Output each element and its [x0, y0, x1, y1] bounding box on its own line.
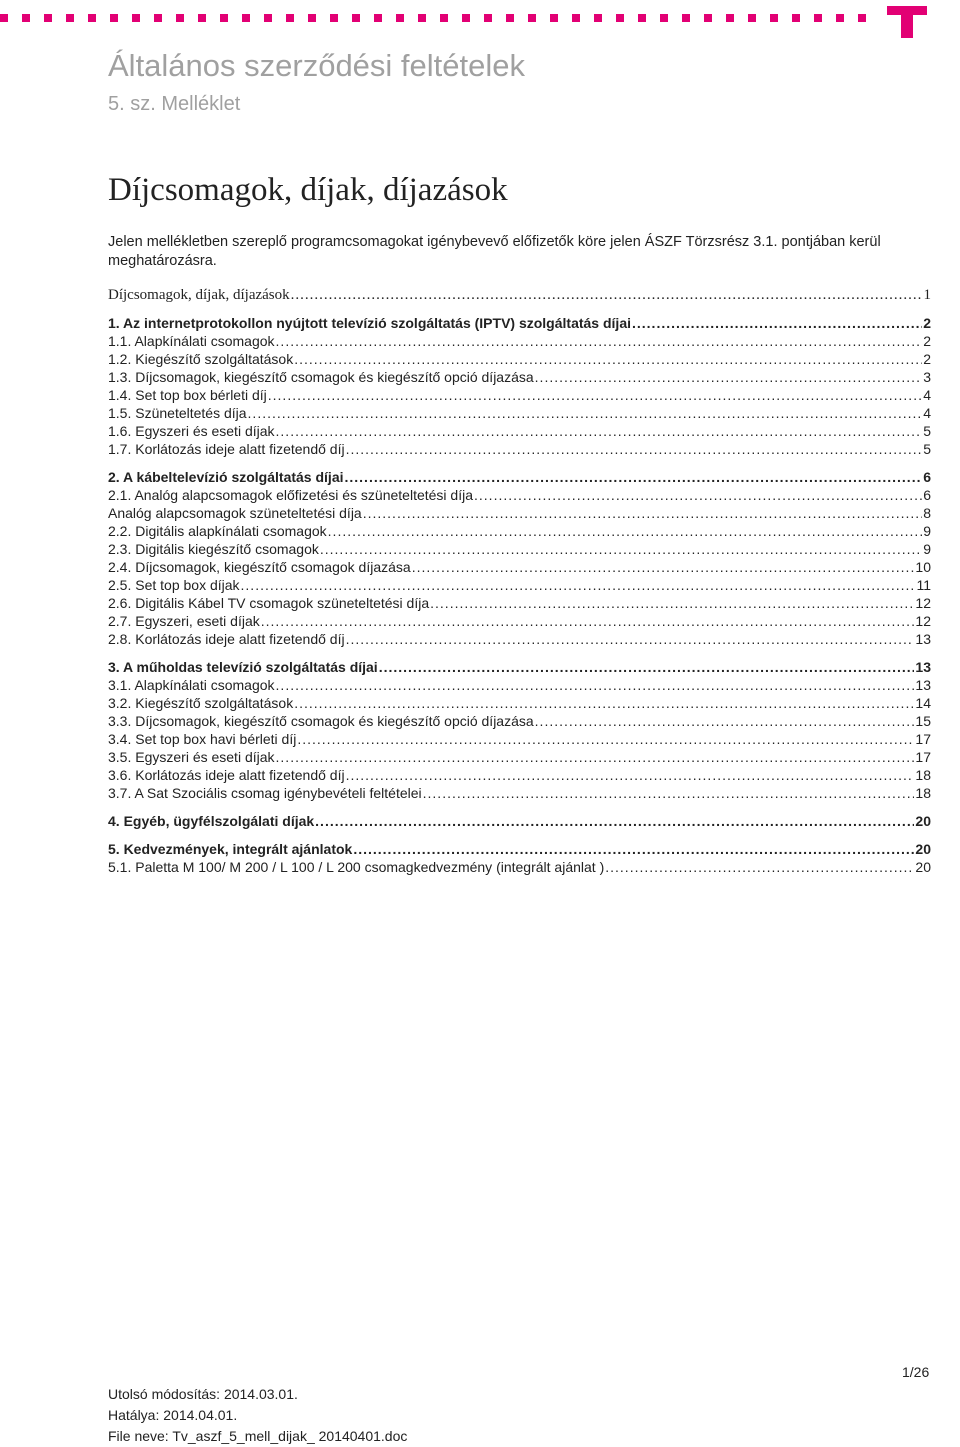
toc-entry-page: 5	[923, 441, 931, 457]
toc-entry-page: 12	[915, 595, 931, 611]
toc-entry[interactable]	[108, 613, 931, 631]
toc-entry[interactable]	[108, 369, 931, 387]
toc-entry-label: 1.6. Egyszeri és eseti díjak	[108, 423, 275, 439]
toc-entry[interactable]	[108, 405, 931, 423]
brand-dot	[286, 14, 294, 22]
toc-entry-label: 1.1. Alapkínálati csomagok	[108, 333, 275, 349]
brand-dot	[462, 14, 470, 22]
toc-leader-dots	[430, 595, 914, 611]
toc-leader-dots	[605, 859, 914, 875]
toc-entry-page: 6	[923, 487, 931, 503]
toc-entry-page: 18	[915, 785, 931, 801]
toc-entry[interactable]	[108, 315, 931, 333]
toc-entry-label: 1.4. Set top box bérleti díj	[108, 387, 267, 403]
toc-entry-label: 3.6. Korlátozás ideje alatt fizetendő díj	[108, 767, 345, 783]
toc-entry-page: 8	[923, 505, 931, 521]
toc-entry-page: 4	[923, 387, 931, 403]
toc-entry[interactable]	[108, 487, 931, 505]
toc-entry[interactable]	[108, 287, 931, 305]
intro-paragraph: Jelen mellékletben szereplő programcsomagokat igénybevevő előfizetők köre jelen ÁSZF Törzsrész 3.1. pontjában kerül meghatározásra.	[108, 234, 881, 269]
toc-leader-dots	[345, 469, 923, 485]
toc-leader-dots	[291, 287, 923, 304]
toc-entry-label: 2.4. Díjcsomagok, kiegészítő csomagok díjazása	[108, 559, 411, 575]
toc-entry-label: 2.3. Digitális kiegészítő csomagok	[108, 541, 319, 557]
toc-leader-dots	[276, 677, 915, 693]
toc-entry-page: 9	[923, 541, 931, 557]
toc-entry-label: 2.6. Digitális Kábel TV csomagok szüneteltetési díja	[108, 595, 430, 611]
toc-entry[interactable]	[108, 713, 931, 731]
brand-dot	[264, 14, 272, 22]
toc-entry[interactable]	[108, 695, 931, 713]
brand-dot	[660, 14, 668, 22]
toc-entry-label: 5. Kedvezmények, integrált ajánlatok	[108, 841, 353, 857]
toc-entry-page: 17	[915, 749, 931, 765]
toc-entry-page: 14	[915, 695, 931, 711]
toc-leader-dots	[276, 333, 923, 349]
brand-dot	[638, 14, 646, 22]
brand-dot	[330, 14, 338, 22]
toc-leader-dots	[294, 695, 914, 711]
toc-entry-page: 2	[923, 333, 931, 349]
toc-entry[interactable]	[108, 523, 931, 541]
toc-leader-dots	[241, 577, 916, 593]
toc-entry[interactable]	[108, 387, 931, 405]
toc-leader-dots	[297, 731, 914, 747]
toc-entry-page: 17	[915, 731, 931, 747]
footer-filename: File neve: Tv_aszf_5_mell_dijak_ 20140401.doc	[108, 1428, 408, 1444]
toc-entry-label: 1.7. Korlátozás ideje alatt fizetendő díj	[108, 441, 345, 457]
brand-dot	[198, 14, 206, 22]
toc-leader-dots	[346, 441, 923, 457]
toc-leader-dots	[268, 387, 922, 403]
toc-entry-page: 1	[923, 287, 931, 303]
toc-entry-page: 2	[923, 315, 931, 331]
footer-effective: Hatálya: 2014.04.01.	[108, 1407, 238, 1423]
toc-entry-label: 2. A kábeltelevízió szolgáltatás díjai	[108, 469, 344, 485]
toc-leader-dots	[328, 523, 923, 539]
brand-dot	[418, 14, 426, 22]
section-title: Díjcsomagok, díjak, díjazások	[108, 172, 508, 208]
brand-dot	[528, 14, 536, 22]
toc-entry-label: 3.5. Egyszeri és eseti díjak	[108, 749, 275, 765]
toc-entry-page: 13	[915, 659, 931, 675]
toc-entry-page: 13	[915, 631, 931, 647]
toc-entry[interactable]	[108, 631, 931, 649]
brand-dot	[814, 14, 822, 22]
toc-leader-dots	[535, 713, 915, 729]
toc-leader-dots	[276, 749, 915, 765]
toc-leader-dots	[363, 505, 922, 521]
toc-entry-page: 20	[915, 859, 931, 875]
brand-dot	[748, 14, 756, 22]
toc-entry[interactable]	[108, 469, 931, 487]
toc-entry[interactable]	[108, 441, 931, 459]
brand-dot	[792, 14, 800, 22]
brand-dot	[88, 14, 96, 22]
brand-dot	[616, 14, 624, 22]
toc-leader-dots	[276, 423, 923, 439]
footer-modified: Utolsó módosítás: 2014.03.01.	[108, 1386, 298, 1402]
toc-entry[interactable]	[108, 559, 931, 577]
brand-dot	[110, 14, 118, 22]
brand-dot	[704, 14, 712, 22]
toc-entry-label: 5.1. Paletta M 100/ M 200 / L 100 / L 200 csomagkedvezmény (integrált ajánlat )	[108, 859, 605, 875]
toc-entry[interactable]	[108, 351, 931, 369]
document-title: Általános szerződési feltételek	[108, 48, 526, 83]
brand-dot	[308, 14, 316, 22]
page-number: 1/26	[902, 1364, 930, 1380]
toc-leader-dots	[474, 487, 922, 503]
toc-leader-dots	[423, 785, 915, 801]
toc-entry-page: 12	[915, 613, 931, 629]
toc-entry-label: 3.1. Alapkínálati csomagok	[108, 677, 275, 693]
toc-entry[interactable]	[108, 785, 931, 803]
toc-leader-dots	[379, 659, 915, 675]
toc-leader-dots	[353, 841, 914, 857]
telekom-t-logo-icon	[884, 2, 930, 38]
brand-dot	[374, 14, 382, 22]
toc-entry-page: 5	[923, 423, 931, 439]
toc-entry[interactable]	[108, 505, 931, 523]
toc-entry-page: 3	[923, 369, 931, 385]
toc-entry[interactable]	[108, 541, 931, 559]
toc-entry-page: 9	[923, 523, 931, 539]
toc-entry-page: 2	[923, 351, 931, 367]
toc-entry[interactable]	[108, 423, 931, 441]
toc-entry[interactable]	[108, 677, 931, 695]
toc-leader-dots	[346, 767, 915, 783]
brand-dot	[770, 14, 778, 22]
toc-entry[interactable]	[108, 731, 931, 749]
brand-dot	[682, 14, 690, 22]
toc-entry[interactable]	[108, 859, 931, 877]
toc-entry[interactable]	[108, 767, 931, 785]
footer	[108, 1384, 407, 1447]
brand-dot	[242, 14, 250, 22]
brand-dot	[858, 14, 866, 22]
brand-dot	[726, 14, 734, 22]
toc-leader-dots	[346, 631, 915, 647]
brand-dot	[44, 14, 52, 22]
toc-entry-label: 1.3. Díjcsomagok, kiegészítő csomagok és kiegészítő opció díjazása	[108, 369, 534, 385]
toc-entry[interactable]	[108, 595, 931, 613]
toc-entry-label: 2.8. Korlátozás ideje alatt fizetendő díj	[108, 631, 345, 647]
brand-dot	[176, 14, 184, 22]
toc-leader-dots	[320, 541, 922, 557]
brand-dot	[506, 14, 514, 22]
toc-entry[interactable]	[108, 659, 931, 677]
toc-entry-label: 3.4. Set top box havi bérleti díj	[108, 731, 297, 747]
toc-entry-label: 2.7. Egyszeri, eseti díjak	[108, 613, 260, 629]
toc-entry-label: 2.1. Analóg alapcsomagok előfizetési és szüneteltetési díja	[108, 487, 474, 503]
brand-dot	[550, 14, 558, 22]
toc-entry-label: 2.2. Digitális alapkínálati csomagok	[108, 523, 327, 539]
toc-entry[interactable]	[108, 333, 931, 351]
brand-dot	[154, 14, 162, 22]
toc-entry-label: 3.7. A Sat Szociális csomag igénybevételi feltételei	[108, 785, 422, 801]
toc-entry-page: 4	[923, 405, 931, 421]
brand-dot	[22, 14, 30, 22]
brand-dot	[132, 14, 140, 22]
toc-entry-label: Analóg alapcsomagok szüneteltetési díja	[108, 505, 362, 521]
toc-entry-page: 10	[915, 559, 931, 575]
toc-entry-label: 4. Egyéb, ügyfélszolgálati díjak	[108, 813, 315, 829]
brand-dot	[484, 14, 492, 22]
toc-entry-label: 1.5. Szüneteltetés díja	[108, 405, 247, 421]
toc-leader-dots	[294, 351, 922, 367]
brand-dot	[0, 14, 8, 22]
document-subtitle: 5. sz. Melléklet	[108, 93, 241, 115]
toc-leader-dots	[632, 315, 922, 331]
brand-dot	[572, 14, 580, 22]
toc-entry-page: 15	[915, 713, 931, 729]
toc-leader-dots	[315, 813, 914, 829]
toc-entry-label: 3. A műholdas televízió szolgáltatás díjai	[108, 659, 378, 675]
toc-entry-label: 3.2. Kiegészítő szolgáltatások	[108, 695, 294, 711]
toc-entry-page: 20	[915, 841, 931, 857]
brand-dot	[66, 14, 74, 22]
brand-dot	[440, 14, 448, 22]
brand-dot	[396, 14, 404, 22]
toc-entry-page: 20	[915, 813, 931, 829]
toc-entry[interactable]	[108, 813, 931, 831]
toc-entry-label: 2.5. Set top box díjak	[108, 577, 240, 593]
toc-entry-label: 1. Az internetprotokollon nyújtott televízió szolgáltatás (IPTV) szolgáltatás díjai	[108, 315, 631, 331]
brand-dot	[836, 14, 844, 22]
toc-entry[interactable]	[108, 577, 931, 595]
toc-entry-page: 13	[915, 677, 931, 693]
toc-leader-dots	[261, 613, 915, 629]
toc-entry[interactable]	[108, 749, 931, 767]
toc-entry-label: 3.3. Díjcsomagok, kiegészítő csomagok és kiegészítő opció díjazása	[108, 713, 534, 729]
brand-dot	[220, 14, 228, 22]
toc-leader-dots	[412, 559, 915, 575]
toc-entry-page: 6	[923, 469, 931, 485]
toc-entry-page: 11	[916, 577, 931, 593]
toc-leader-dots	[535, 369, 923, 385]
brand-dot	[352, 14, 360, 22]
toc-leader-dots	[248, 405, 923, 421]
toc-entry-page: 18	[915, 767, 931, 783]
toc-entry-label: 1.2. Kiegészítő szolgáltatások	[108, 351, 294, 367]
brand-dot	[594, 14, 602, 22]
toc-entry[interactable]	[108, 841, 931, 859]
toc-entry-label: Díjcsomagok, díjak, díjazások	[108, 287, 290, 303]
brand-dot-line	[0, 14, 880, 22]
